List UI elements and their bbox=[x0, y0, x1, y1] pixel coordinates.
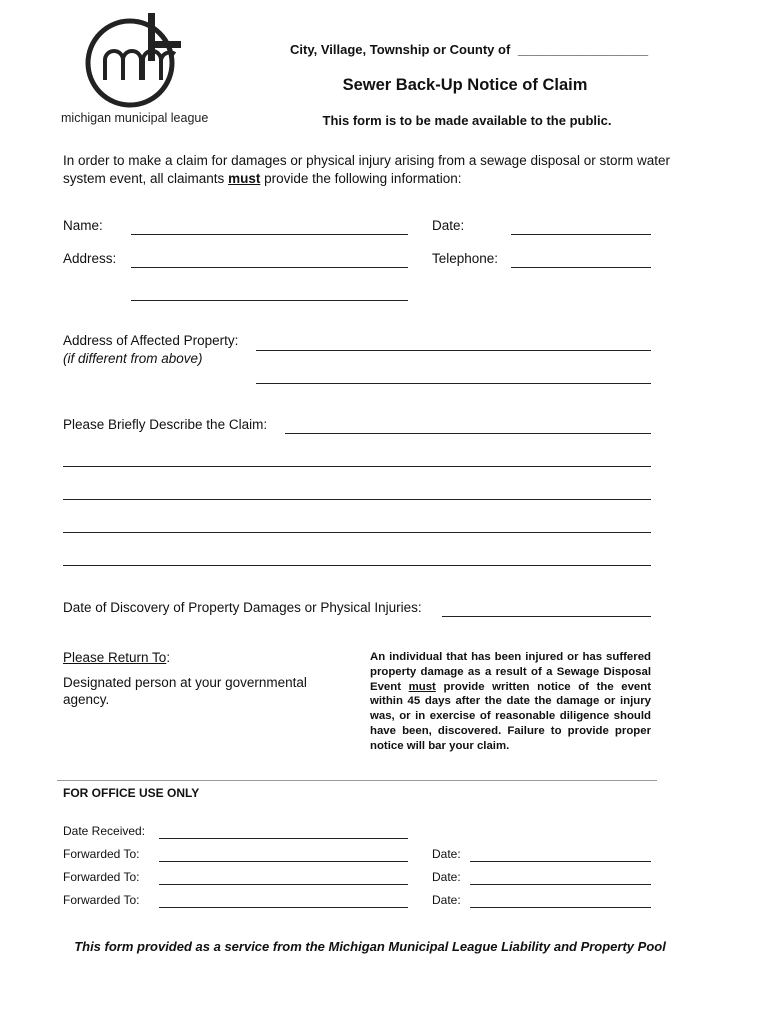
mml-logo bbox=[55, 8, 215, 128]
office-date-input-1[interactable] bbox=[470, 843, 651, 862]
page-subtitle: This form is to be made available to the public. bbox=[322, 113, 612, 128]
affected-property-input[interactable] bbox=[256, 332, 651, 351]
office-date-label-3: Date: bbox=[432, 893, 461, 907]
office-date-input-2[interactable] bbox=[470, 866, 651, 885]
jurisdiction-line bbox=[290, 42, 648, 57]
forwarded-to-label-1: Forwarded To: bbox=[63, 847, 140, 861]
date-received-label: Date Received: bbox=[63, 824, 146, 838]
return-body: Designated person at your governmental agency. bbox=[63, 675, 307, 707]
notice-text bbox=[370, 650, 651, 754]
mml-logo-mark-icon bbox=[55, 8, 215, 113]
address-label: Address: bbox=[63, 251, 117, 266]
affected-property-input-2[interactable] bbox=[256, 365, 651, 384]
notice-text-1: An individual that has been injured or has suffered property damage as a result of a Sewage Disposal Event bbox=[370, 651, 651, 693]
describe-claim-label: Please Briefly Describe the Claim: bbox=[63, 417, 268, 432]
footer-text: This form provided as a service from the Michigan Municipal League Liability and Property Pool bbox=[74, 939, 666, 954]
forwarded-to-label-3: Forwarded To: bbox=[63, 893, 140, 907]
describe-claim-line-3[interactable] bbox=[63, 481, 651, 500]
name-label: Name: bbox=[63, 218, 103, 233]
intro-emphasis: must bbox=[228, 171, 261, 186]
describe-claim-line-4[interactable] bbox=[63, 514, 651, 533]
return-heading bbox=[63, 650, 170, 665]
jurisdiction-blank: __________________ bbox=[517, 42, 649, 57]
intro-text-1: In order to make a claim for damages or physical injury arising from a sewage disposal or storm water system event, all claimants bbox=[63, 153, 670, 186]
describe-claim-line-5[interactable] bbox=[63, 547, 651, 566]
office-divider bbox=[57, 780, 657, 781]
notice-emphasis: must bbox=[408, 680, 436, 693]
date-input[interactable] bbox=[511, 216, 651, 235]
address-line-2-input[interactable] bbox=[131, 282, 408, 301]
office-date-input-3[interactable] bbox=[470, 889, 651, 908]
forwarded-to-input-2[interactable] bbox=[159, 866, 408, 885]
office-date-label-2: Date: bbox=[432, 870, 461, 884]
affected-property-label: Address of Affected Property: bbox=[63, 333, 239, 348]
intro-paragraph bbox=[63, 152, 713, 188]
describe-claim-line-2[interactable] bbox=[63, 448, 651, 467]
office-date-label-1: Date: bbox=[432, 847, 461, 861]
describe-claim-input[interactable] bbox=[285, 415, 651, 434]
name-input[interactable] bbox=[131, 216, 408, 235]
date-received-input[interactable] bbox=[159, 820, 408, 839]
discovery-date-label: Date of Discovery of Property Damages or Physical Injuries: bbox=[63, 600, 422, 615]
address-input[interactable] bbox=[131, 249, 408, 268]
telephone-input[interactable] bbox=[511, 249, 651, 268]
intro-text-2: provide the following information: bbox=[264, 171, 462, 186]
office-heading: FOR OFFICE USE ONLY bbox=[63, 786, 200, 800]
page-title: Sewer Back-Up Notice of Claim bbox=[342, 76, 588, 94]
forwarded-to-input-1[interactable] bbox=[159, 843, 408, 862]
forwarded-to-label-2: Forwarded To: bbox=[63, 870, 140, 884]
affected-property-note: (if different from above) bbox=[63, 351, 203, 366]
jurisdiction-label: City, Village, Township or County of bbox=[290, 42, 511, 57]
telephone-label: Telephone: bbox=[432, 251, 499, 266]
return-heading-colon: : bbox=[166, 650, 171, 665]
discovery-date-input[interactable] bbox=[442, 598, 651, 617]
forwarded-to-input-3[interactable] bbox=[159, 889, 408, 908]
logo-text: michigan municipal league bbox=[61, 111, 209, 125]
notice-text-2: provide written notice of the event within 45 days after the date the damage or injury was, or in exercise of reasonable diligence should have been, discovered. Failure to provide proper notice will bar your claim. bbox=[370, 680, 651, 752]
return-heading-text: Please Return To bbox=[63, 650, 167, 665]
date-label: Date: bbox=[432, 218, 465, 233]
